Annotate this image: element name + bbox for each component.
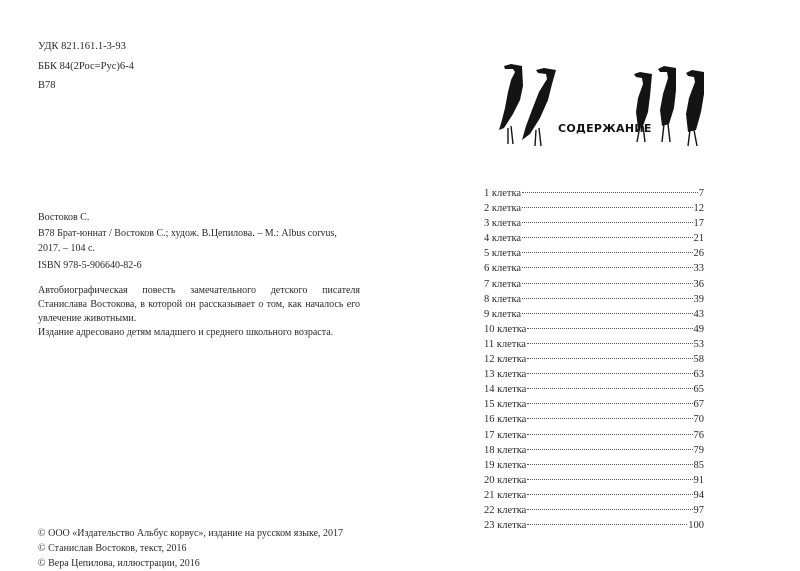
toc-item-page: 100 <box>688 520 704 532</box>
toc-item-label: 8 клетка <box>484 293 522 305</box>
toc-item-label: 18 клетка <box>484 444 527 456</box>
toc-item-page: 53 <box>693 338 704 350</box>
toc-item-label: 23 клетка <box>484 520 527 532</box>
toc-item-label: 16 клетка <box>484 414 527 426</box>
toc-item[interactable] <box>484 337 704 352</box>
author-mark: В78 <box>38 80 56 91</box>
table-of-contents <box>484 186 704 533</box>
toc-leader <box>527 418 692 419</box>
toc-leader <box>522 267 692 268</box>
toc-item[interactable] <box>484 367 704 382</box>
toc-leader <box>527 464 692 465</box>
toc-item-page: 70 <box>693 414 704 426</box>
toc-leader <box>522 222 692 223</box>
toc-item-page: 49 <box>693 323 704 335</box>
toc-item-page: 43 <box>693 308 704 320</box>
bibliographic-record <box>38 210 337 257</box>
toc-item-page: 67 <box>693 399 704 411</box>
toc-item-page: 12 <box>693 203 704 215</box>
toc-item-label: 4 клетка <box>484 233 522 245</box>
toc-item-page: 94 <box>693 489 704 501</box>
toc-leader <box>522 298 692 299</box>
toc-leader <box>527 449 692 450</box>
toc-item[interactable] <box>484 307 704 322</box>
toc-item-label: 1 клетка <box>484 188 522 199</box>
toc-item[interactable] <box>484 503 704 518</box>
toc-item-label: 22 клетка <box>484 504 527 516</box>
toc-item-label: 5 клетка <box>484 248 522 260</box>
toc-leader <box>527 373 692 374</box>
toc-item-label: 3 клетка <box>484 218 522 230</box>
toc-item-page: 33 <box>693 263 704 275</box>
toc-item[interactable] <box>484 277 704 292</box>
toc-item-page: 65 <box>693 384 704 396</box>
toc-item-label: 10 клетка <box>484 323 527 335</box>
toc-item-label: 9 клетка <box>484 308 522 320</box>
toc-heading: СОДЕРЖАНИЕ <box>558 122 652 135</box>
classification-codes <box>38 37 134 96</box>
toc-item[interactable] <box>484 186 704 201</box>
toc-item-page: 17 <box>693 218 704 230</box>
toc-item-page: 7 <box>698 188 704 199</box>
toc-item[interactable] <box>484 412 704 427</box>
toc-item-page: 36 <box>693 278 704 290</box>
toc-leader <box>522 192 698 193</box>
toc-leader <box>522 252 692 253</box>
toc-leader <box>527 358 692 359</box>
toc-leader <box>527 343 693 344</box>
toc-leader <box>527 494 692 495</box>
toc-item-label: 21 клетка <box>484 489 527 501</box>
author-line: Востоков С. <box>38 212 90 223</box>
toc-item-label: 14 клетка <box>484 384 527 396</box>
toc-leader <box>522 283 692 284</box>
toc-leader <box>527 524 687 525</box>
toc-item-label: 2 клетка <box>484 203 522 215</box>
toc-item-label: 12 клетка <box>484 354 527 366</box>
toc-item[interactable] <box>484 488 704 503</box>
year-pages-line: 2017. – 104 с. <box>38 243 95 254</box>
toc-item[interactable] <box>484 231 704 246</box>
toc-item[interactable] <box>484 518 704 533</box>
toc-item[interactable] <box>484 261 704 276</box>
toc-item-label: 15 клетка <box>484 399 527 411</box>
toc-item-page: 97 <box>693 504 704 516</box>
toc-item-page: 63 <box>693 369 704 381</box>
toc-item[interactable] <box>484 443 704 458</box>
toc-item-label: 11 клетка <box>484 338 526 350</box>
toc-item-page: 39 <box>693 293 704 305</box>
toc-item[interactable] <box>484 473 704 488</box>
audience-text: Издание адресовано детям младшего и среднего школьного возраста. <box>38 327 334 338</box>
copyright-block <box>38 526 343 571</box>
toc-leader <box>522 237 692 238</box>
annotation-text: Автобиографическая повесть замечательного детского писателя Станислава Востокова, в которой он рассказывает о том, как началось его увлечение животными. <box>38 285 360 324</box>
toc-item-page: 21 <box>693 233 704 245</box>
isbn: ISBN 978-5-906640-82-6 <box>38 260 142 271</box>
toc-leader <box>527 403 692 404</box>
toc-leader <box>522 207 692 208</box>
copyright-author: © Станислав Востоков, текст, 2016 <box>38 543 187 554</box>
toc-item[interactable] <box>484 382 704 397</box>
toc-item-label: 19 клетка <box>484 459 527 471</box>
udk-code: УДК 821.161.1-3-93 <box>38 41 126 52</box>
toc-item-page: 85 <box>693 459 704 471</box>
toc-item[interactable] <box>484 322 704 337</box>
toc-item[interactable] <box>484 292 704 307</box>
toc-item-page: 76 <box>693 429 704 441</box>
toc-item-label: 6 клетка <box>484 263 522 275</box>
title-line: В78 Брат-юннат / Востоков С.; худож. В.Цепилова. – М.: Albus corvus, <box>38 227 337 239</box>
copyright-illustrator: © Вера Цепилова, иллюстрации, 2016 <box>38 558 200 569</box>
imprint-page <box>0 0 400 569</box>
toc-item-page: 79 <box>693 444 704 456</box>
copyright-publisher: © ООО «Издательство Альбус корвус», издание на русском языке, 2017 <box>38 528 344 539</box>
toc-item-label: 7 клетка <box>484 278 522 290</box>
toc-item[interactable] <box>484 397 704 412</box>
toc-item[interactable] <box>484 201 704 216</box>
toc-item-page: 26 <box>693 248 704 260</box>
toc-item-page: 58 <box>693 354 704 366</box>
toc-leader <box>527 388 692 389</box>
toc-item[interactable] <box>484 216 704 231</box>
cormorants-illustration <box>478 60 728 152</box>
bbk-code: ББК 84(2Рос=Рус)6-4 <box>38 60 134 72</box>
toc-item-label: 17 клетка <box>484 429 527 441</box>
toc-leader <box>527 434 692 435</box>
toc-leader <box>527 479 692 480</box>
toc-item[interactable] <box>484 458 704 473</box>
toc-item[interactable] <box>484 352 704 367</box>
toc-item-page: 91 <box>693 474 704 486</box>
toc-item[interactable] <box>484 428 704 443</box>
toc-leader <box>527 328 692 329</box>
annotation <box>38 284 360 340</box>
toc-leader <box>527 509 692 510</box>
toc-leader <box>522 313 692 314</box>
toc-item[interactable] <box>484 246 704 261</box>
toc-item-label: 13 клетка <box>484 369 527 381</box>
toc-item-label: 20 клетка <box>484 474 527 486</box>
